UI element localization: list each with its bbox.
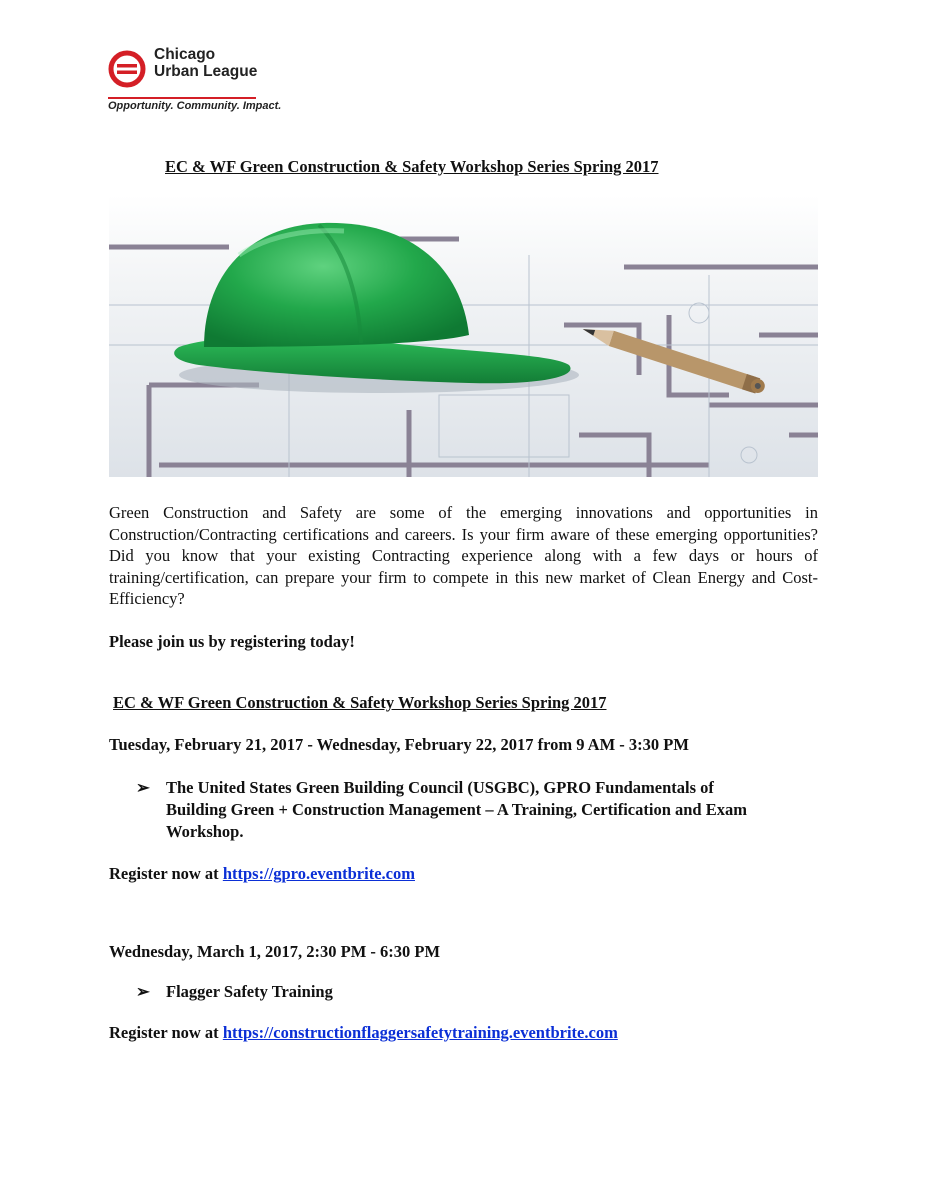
register-label: Register now at: [109, 1023, 219, 1042]
logo-divider: [108, 97, 256, 99]
section-title: EC & WF Green Construction & Safety Workshop Series Spring 2017: [113, 693, 607, 712]
event-1-register: [109, 864, 415, 884]
event-1-description: [166, 777, 747, 843]
event-2-item: [136, 981, 536, 1005]
page-title: EC & WF Green Construction & Safety Workshop Series Spring 2017: [165, 157, 659, 176]
intro-paragraph: Green Construction and Safety are some of the emerging innovations and opportunities in Construction/Contracting certifications and careers. Is your firm aware of these emerging opportunities? Did you know that your existing Contracting experience along with a few days or hours of training/certification, can prepare your firm to compete in this new market of Clean Energy and Cost-Efficiency?: [109, 503, 818, 608]
event-1-description-line2: Building Green + Construction Management – A Training, Certification and Exam: [166, 800, 747, 819]
event-2-register: [109, 1023, 618, 1043]
call-to-action: Please join us by registering today!: [109, 632, 355, 651]
register-link-gpro[interactable]: https://gpro.eventbrite.com: [222, 864, 415, 883]
arrow-bullet-icon: ➢: [136, 982, 150, 1001]
event-1-description-line3: Workshop.: [166, 822, 244, 841]
logo-name: [154, 46, 257, 80]
logo-name-line2: Urban League: [154, 63, 258, 80]
equality-logo-icon: [108, 50, 146, 88]
event-1-item: [136, 777, 826, 847]
register-link-flagger[interactable]: https://constructionflaggersafetytraining.eventbrite.com: [222, 1023, 618, 1042]
event-1-description-line1: The United States Green Building Council (USGBC), GPRO Fundamentals of: [166, 778, 714, 797]
logo-name-line1: Chicago: [154, 46, 216, 63]
logo-tagline: Opportunity. Community. Impact.: [108, 100, 282, 112]
register-label: Register now at: [109, 864, 219, 883]
arrow-bullet-icon: ➢: [136, 778, 150, 797]
chicago-urban-league-logo: [108, 44, 288, 114]
hard-hat-blueprint-image: [109, 195, 818, 477]
event-2-date: Wednesday, March 1, 2017, 2:30 PM - 6:30 PM: [109, 942, 441, 961]
event-1-date: Tuesday, February 21, 2017 - Wednesday, February 22, 2017 from 9 AM - 3:30 PM: [109, 735, 689, 754]
event-2-description: Flagger Safety Training: [166, 982, 333, 1001]
